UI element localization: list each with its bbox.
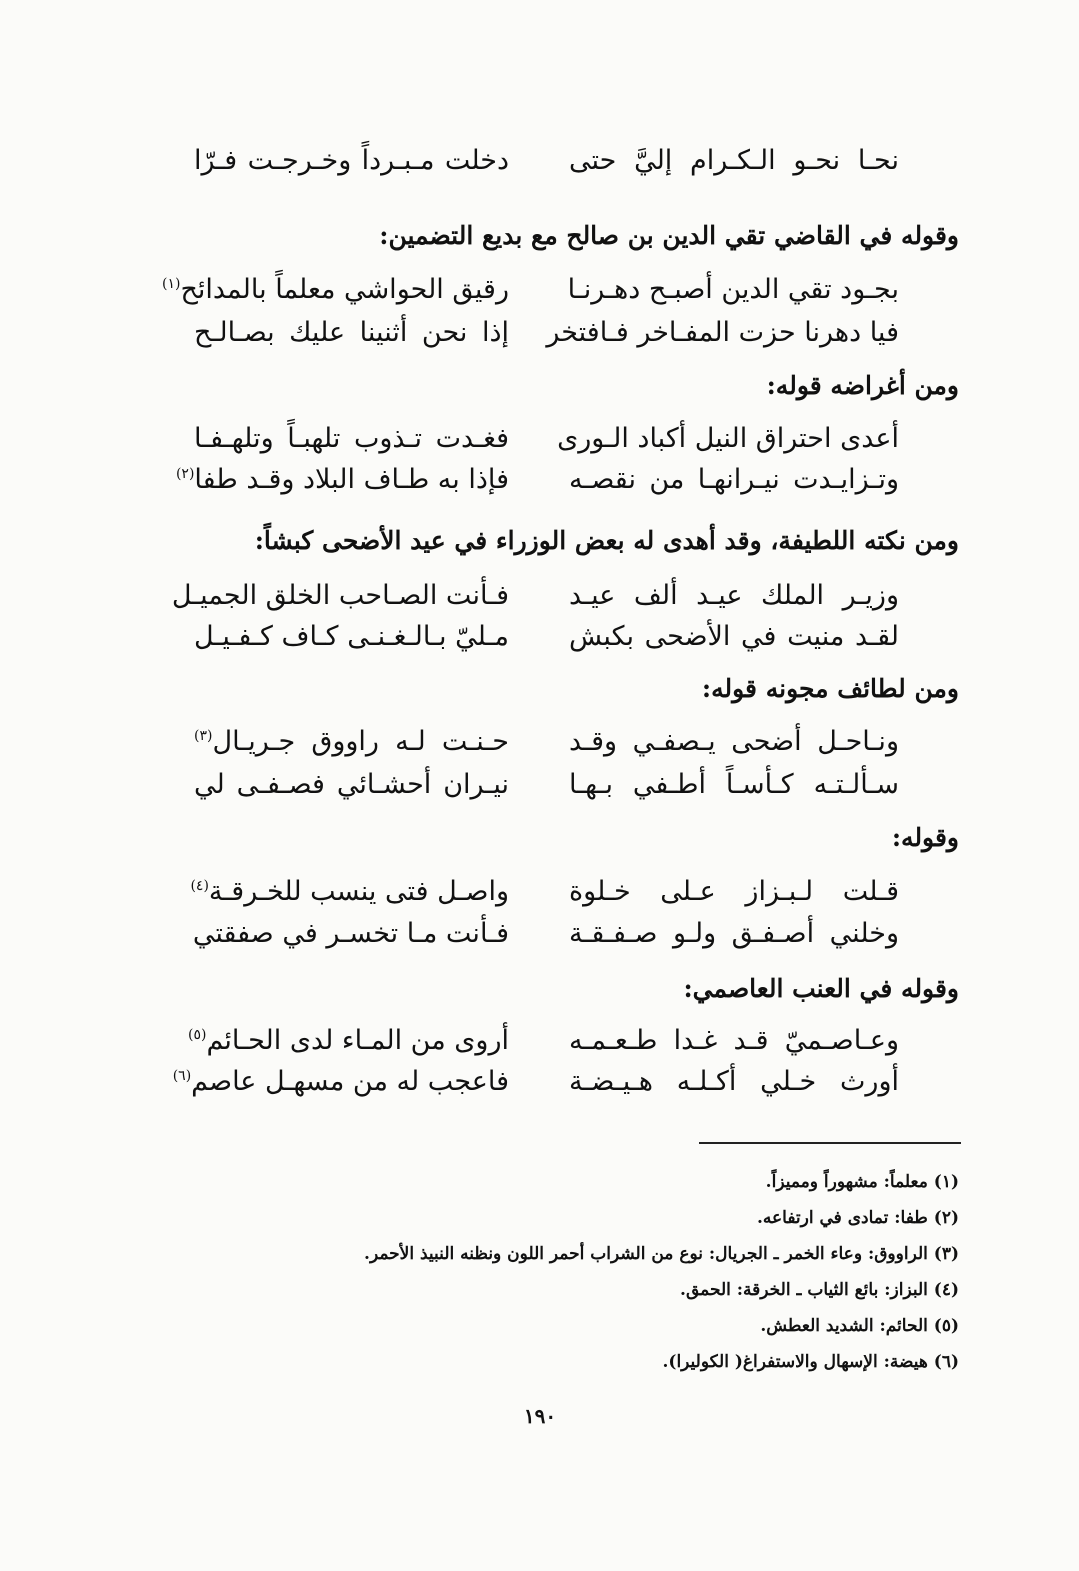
verse-line: [119, 870, 959, 914]
verse-line: [119, 1019, 959, 1063]
verse-line: [119, 574, 959, 618]
footnote-marker: (٤): [190, 878, 209, 894]
verse-second-hemistich: [194, 763, 509, 807]
footnote-marker: (٥): [187, 1027, 207, 1043]
footnote: (٥) الحائم: الشديد العطش.: [760, 1316, 959, 1336]
hemistich-text: مـليّ بـالـغـنـى كـاف كـفـيـل: [194, 621, 509, 652]
hemistich-text: فـأنت مـا تخسـر في صفقتي: [192, 918, 509, 949]
verse-line: [119, 268, 959, 312]
footnote-marker: (١): [161, 276, 181, 292]
footnote: (٦) هيضة: الإسهال والاستفراغ( الكوليرا).: [662, 1352, 959, 1372]
footnote: (١) معلماً: مشهوراً ومميزاً.: [765, 1172, 959, 1192]
hemistich-text: فإذا به طـاف البلاد وقـد طفا: [194, 464, 509, 495]
hemistich-text: رقيق الحواشي معلماً بالمدائح: [180, 274, 509, 305]
verse-first-hemistich: ونـاحـل أضحى يـصفـي وقـد: [569, 726, 899, 757]
footnote: (٢) طفا: تمادى في ارتفاعه.: [756, 1208, 959, 1228]
hemistich-text: واصـل فتى ينسب للخـرقـة: [208, 876, 509, 907]
hemistich-text: دخلت مـبـرداً وخـرجـت فـرّا: [194, 145, 509, 176]
verse-first-hemistich: أعدى احتراق النيل أكباد الـورى: [557, 423, 899, 454]
verse-first-hemistich: وزيـر الملك عيـد ألف عيـد: [569, 580, 899, 611]
verse-line: [119, 417, 959, 461]
footnote-marker: (٣): [194, 728, 213, 744]
verse-second-hemistich: [194, 311, 509, 355]
verse-line: [119, 763, 959, 807]
footnote-marker: (٦): [172, 1068, 192, 1084]
footnote-marker: (٢): [175, 466, 195, 482]
verse-first-hemistich: نحـا نحـو الـكـرام إليَّ حتى: [569, 145, 899, 176]
verse-second-hemistich: [161, 268, 509, 312]
footnote: (٤) البزاز: بائع الثياب ـ الخرقة: الحمق.: [680, 1280, 959, 1300]
verse-line: [119, 139, 959, 183]
verse-line: [119, 458, 959, 502]
verse-line: [119, 720, 959, 764]
section-intro: وقوله في القاضي تقي الدين بن صالح مع بديع التضمين:: [379, 221, 959, 250]
verse-first-hemistich: لقـد منيت في الأضحى بكبش: [569, 621, 899, 652]
footnote-divider: [699, 1142, 961, 1144]
hemistich-text: نيـران أحشـائي فصـفـى لي: [194, 769, 509, 800]
verse-first-hemistich: وتـزايـدت نيـرانهـا من نقصـه: [569, 464, 899, 495]
verse-second-hemistich: [190, 870, 509, 914]
verse-line: [119, 1060, 959, 1104]
verse-second-hemistich: [194, 139, 509, 183]
section-intro: ومن لطائف مجونه قوله:: [701, 674, 959, 703]
verse-line: [119, 615, 959, 659]
section-intro: وقوله في العنب العاصمي:: [683, 974, 959, 1003]
verse-first-hemistich: بجـود تقي الدين أصبـح دهـرنـا: [567, 274, 899, 305]
page-number: ١٩٠: [523, 1404, 557, 1428]
section-intro: ومن أغراضه قوله:: [766, 371, 959, 400]
verse-second-hemistich: [194, 615, 509, 659]
hemistich-text: فاعجب له من مسهـل عاصم: [191, 1066, 509, 1097]
hemistich-text: إذا نحن أثنينا عليك بصـالـح: [194, 317, 509, 348]
verse-second-hemistich: [172, 1060, 509, 1104]
section-intro: ومن نكته اللطيفة، وقد أهدى له بعض الوزراء في عيد الأضحى كبشاً:: [254, 526, 959, 555]
footnote: (٣) الراووق: وعاء الخمر ـ الجريال: نوع من الشراب أحمر اللون ونظنه النبيذ الأحمر.: [364, 1244, 959, 1264]
verse-first-hemistich: وخلني أصـفـق ولـو صـفـقـة: [569, 918, 899, 949]
verse-line: [119, 311, 959, 355]
hemistich-text: أروى من المـاء لدى الحـائم: [206, 1025, 509, 1056]
verse-line: [119, 912, 959, 956]
verse-first-hemistich: أورث خـلي أكـلـه هـيـضـة: [569, 1066, 899, 1097]
section-intro: وقوله:: [891, 823, 959, 852]
verse-first-hemistich: فيا دهرنا حزت المفـاخر فـافتخر: [546, 317, 899, 348]
verse-second-hemistich: [175, 458, 509, 502]
hemistich-text: فـأنت الصـاحب الخلق الجميـل: [171, 580, 509, 611]
verse-second-hemistich: [171, 574, 509, 618]
verse-first-hemistich: سـألـتـه كـأسـاً أطـفي بـهـا: [569, 769, 899, 800]
verse-first-hemistich: وعـاصـميّ قـد غـدا طـعـمـه: [569, 1025, 899, 1056]
verse-second-hemistich: [194, 417, 509, 461]
verse-first-hemistich: قـلت لـبـزاز عـلى خـلوة: [569, 876, 899, 907]
verse-second-hemistich: [187, 1019, 509, 1063]
hemistich-text: فغـدت تـذوب تلهبـاً وتلهـفـا: [194, 423, 509, 454]
verse-second-hemistich: [194, 720, 509, 764]
hemistich-text: حـنـت لـه راووق جـريـال: [212, 726, 509, 757]
verse-second-hemistich: [194, 912, 509, 956]
